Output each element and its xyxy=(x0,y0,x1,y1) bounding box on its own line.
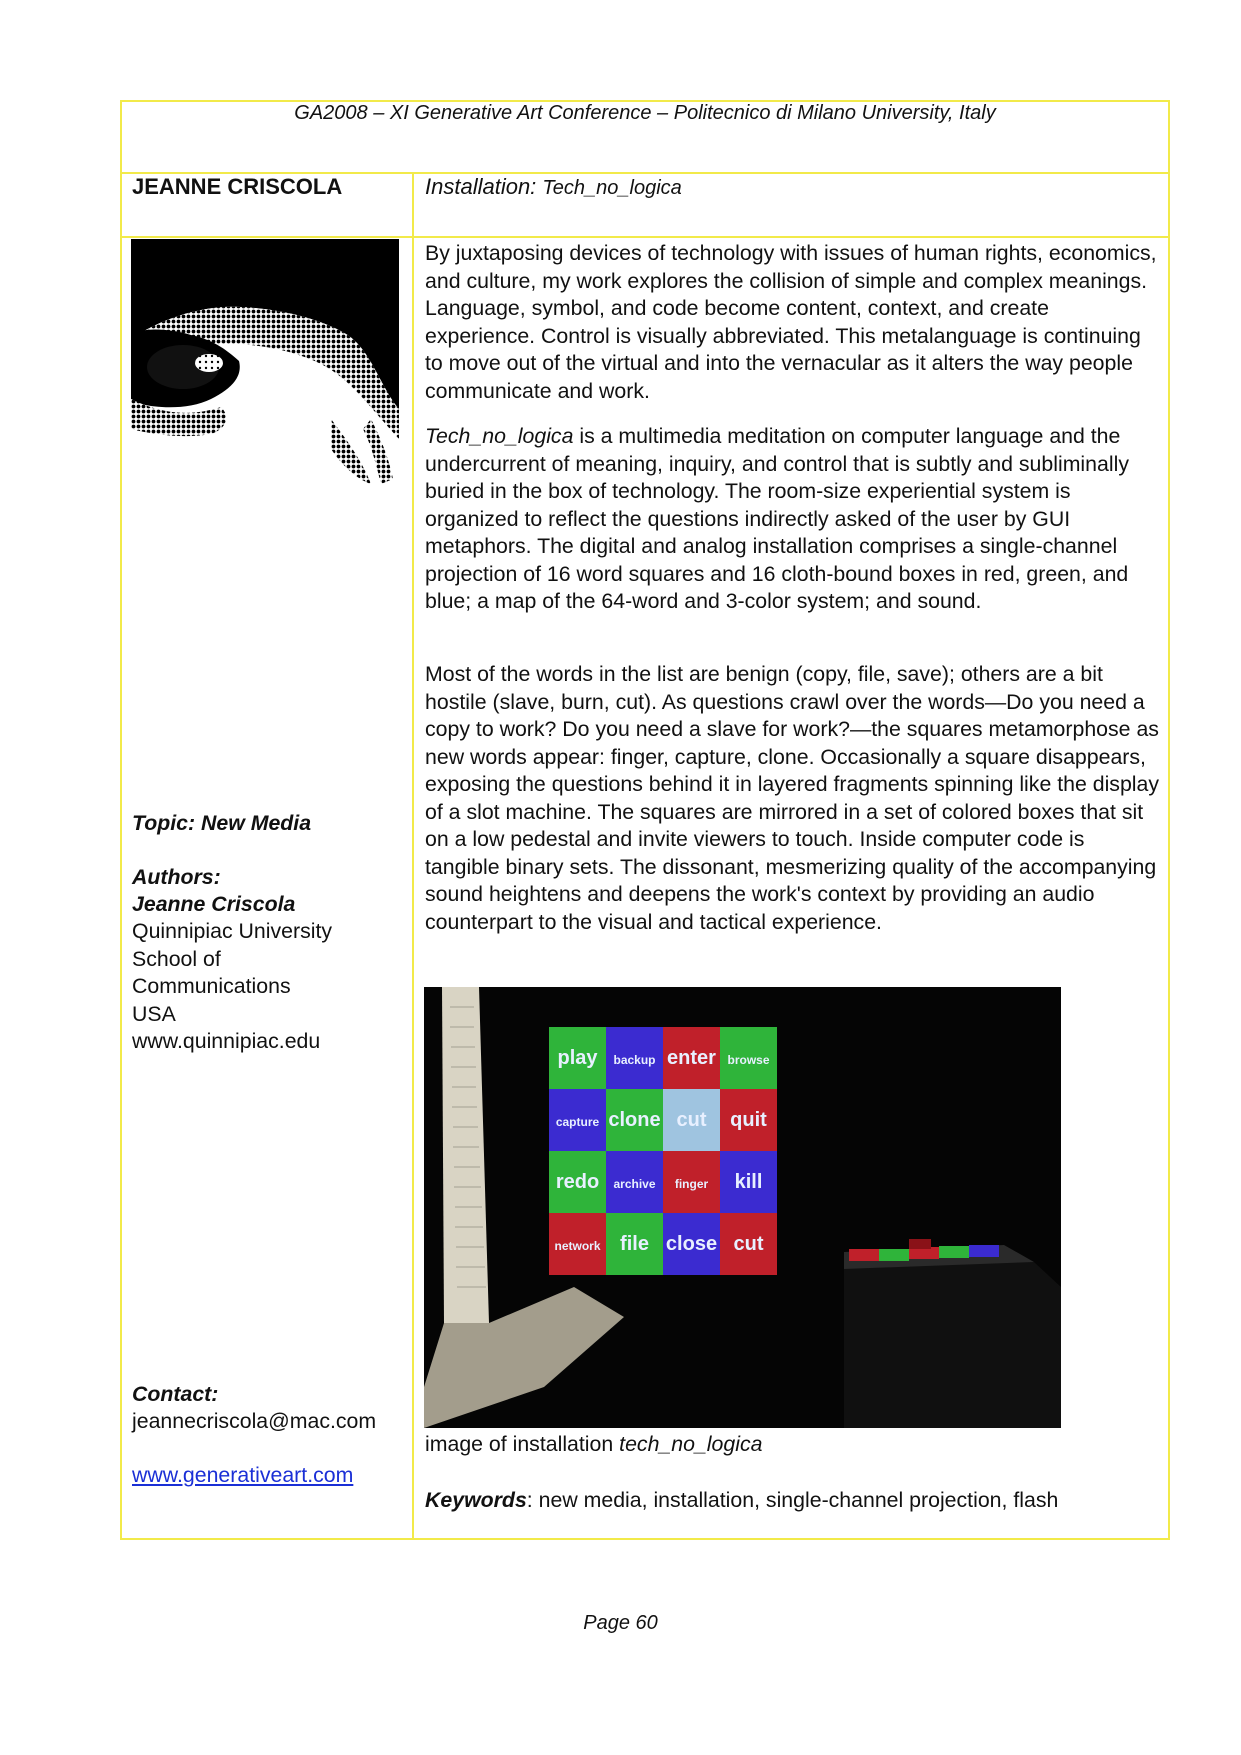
website-link[interactable]: www.generativeart.com xyxy=(132,1463,354,1487)
paragraph-description-text: is a multimedia meditation on computer language and the undercurrent of meaning, inquiry, and control that is subtly and subliminally buried in the box of technology. The room-size experiential system is organized to reflect the questions indirectly asked of the user by GUI metaphors. The digital and analog installation comprises a single-channel projection of 16 word squares and 16 cloth-bound boxes in red, green, and blue; a map of the 64-word and 3-color system; and sound. xyxy=(425,424,1129,613)
page-number: Page 60 xyxy=(583,1612,658,1634)
word-label: quit xyxy=(730,1109,767,1131)
affiliation-line: USA xyxy=(132,1001,176,1026)
word-label: enter xyxy=(667,1047,716,1069)
affiliation-line: Quinnipiac University xyxy=(132,919,333,943)
word-label: network xyxy=(554,1239,601,1253)
affiliation-line: School of xyxy=(132,946,221,971)
divider-title-row xyxy=(120,236,1170,238)
word-label: capture xyxy=(555,1115,600,1129)
affiliation-website: www.quinnipiac.edu xyxy=(132,1029,321,1053)
paragraph-description-title: Tech_no_logica xyxy=(425,424,574,448)
keywords xyxy=(425,1488,1058,1513)
word-label: file xyxy=(620,1233,649,1255)
keywords-label: Keywords xyxy=(425,1488,527,1512)
divider-column xyxy=(412,172,414,1540)
installation-title xyxy=(425,174,682,200)
installation-photo xyxy=(424,987,1061,1428)
contact-label: Contact: xyxy=(132,1382,219,1406)
caption-title: tech_no_logica xyxy=(619,1432,763,1456)
word-label: browse xyxy=(727,1053,770,1067)
word-label: backup xyxy=(613,1053,656,1067)
affiliation xyxy=(132,918,332,1056)
word-label: clone xyxy=(608,1109,661,1131)
word-label: redo xyxy=(555,1171,600,1193)
authors-label: Authors: xyxy=(132,865,221,889)
word-label: cut xyxy=(676,1109,707,1131)
installation-label: Installation: xyxy=(425,174,537,199)
word-label: finger xyxy=(674,1177,709,1191)
photo-caption xyxy=(425,1432,762,1457)
author-heading: JEANNE CRISCOLA xyxy=(132,174,343,199)
word-label: archive xyxy=(613,1177,656,1191)
projection-grid xyxy=(549,1027,777,1275)
caption-prefix: image of installation xyxy=(425,1432,620,1456)
word-label: play xyxy=(557,1047,598,1069)
author-name: Jeanne Criscola xyxy=(132,892,296,916)
paragraph-words: Most of the words in the list are benign (copy, file, save); others are a bit hostile (slave, burn, cut). As questions crawl over the words—Do you need a copy to work? Do you need a slave for work?—the squares metamorphose as new words appear: finger, capture, clone. Occasionally a square disappears, exposing the questions behind it in layered fragments spinning like the display of a slot machine. The squares are mirrored in a set of colored boxes that sit on a low pedestal and invite viewers to touch. Inside computer code is tangible binary sets. The dissonant, mesmerizing quality of the accompanying sound heightens and deepens the work's context by providing an audio counterpart to the visual and tactical experience. xyxy=(425,662,1160,934)
installation-name: Tech_no_logica xyxy=(542,177,682,199)
word-label: close xyxy=(665,1233,718,1255)
word-label: kill xyxy=(734,1171,763,1193)
paragraph-intro: By juxtaposing devices of technology with issues of human rights, economics, and culture, my work explores the collision of simple and complex meanings. Language, symbol, and code become content, context, and create experience. Control is visually abbreviated. This metalanguage is continuing to move out of the virtual and into the vernacular as it alters the way people communicate and work. xyxy=(425,241,1157,403)
affiliation-line: Communications xyxy=(132,974,291,998)
conference-header: GA2008 – XI Generative Art Conference – Politecnico di Milano University, Italy xyxy=(294,102,996,124)
contact-email: jeannecriscola@mac.com xyxy=(132,1409,377,1433)
paragraph-description xyxy=(425,423,1160,616)
word-label: cut xyxy=(733,1233,764,1255)
topic: Topic: New Media xyxy=(132,811,312,835)
portrait-image xyxy=(131,239,399,519)
keywords-text: : new media, installation, single-channel projection, flash xyxy=(526,1488,1059,1512)
